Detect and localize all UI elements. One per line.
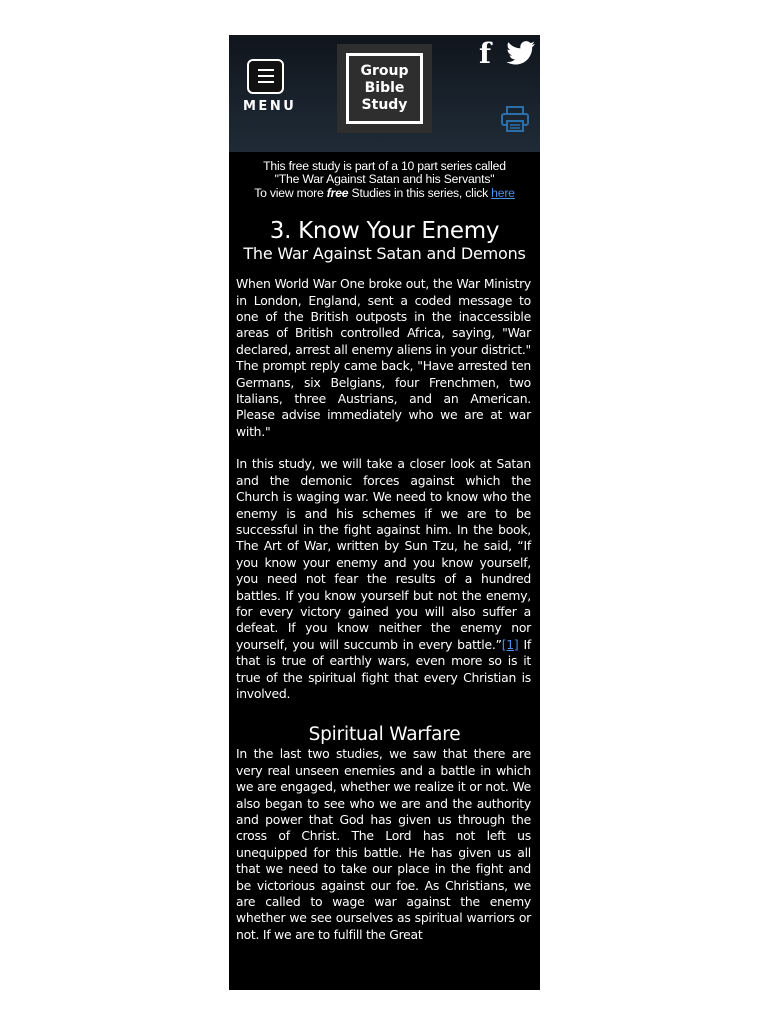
article-subtitle: The War Against Satan and Demons (243, 244, 526, 264)
paragraph-text: In this study, we will take a closer look at Satan and the demonic forces against which the Church is waging war. We need to know who the enemy is and his schemes if we are to be successful in the fight against him. In the book, The Art of War, written by Sun Tzu, he said, “If you know your enemy and you know yourself, you need not fear the results of a hundred battles. If you know yourself but not the enemy, for every victory gained you will also suffer a defeat. If you know neither the enemy nor yourself, you will succumb in every battle.” (236, 456, 531, 652)
intro-line: "The War Against Satan and his Servants" (274, 172, 495, 187)
hamburger-menu-icon (258, 69, 274, 71)
section-heading: Spiritual Warfare (308, 724, 461, 746)
facebook-icon[interactable]: f (479, 37, 492, 70)
menu-button[interactable] (247, 59, 284, 94)
paragraph: In the last two studies, we saw that there are very real unseen enemies and a battle in which we are engaged, whether we realize it or not. We also began to see who we are and the authority and power that God has given us through the cross of Christ. The Lord has not left us unequipped for this battle. He has given us all that we need to take our place in the fight and be victorious against our foe. As Christians, we are called to wage war against the enemy whether we see ourselves as spiritual warriors or not. If we are to fulfill the Great (236, 746, 531, 942)
paragraph: When World War One broke out, the War Ministry in London, England, sent a coded message to one of the British outposts in the inaccessible areas of British controlled Africa, saying, "War declared, arrest all enemy aliens in your district." The prompt reply came back, "Have arrested ten Germans, six Belgians, four Frenchmen, two Italians, three Austrians, and an American. Please advise immediately who we are at war with." (236, 276, 531, 439)
menu-label[interactable]: MENU (243, 99, 297, 114)
intro-free: free (326, 185, 349, 200)
logo-frame (346, 53, 423, 124)
series-intro (229, 152, 540, 200)
paragraph (229, 456, 540, 702)
intro-line: This free study is part of a 10 part series called (263, 159, 506, 173)
logo-line: Group (360, 63, 409, 79)
printer-icon[interactable] (500, 105, 530, 133)
article-title: 3. Know Your Enemy (269, 218, 500, 245)
page (229, 35, 540, 990)
site-header (229, 35, 540, 152)
intro-text: To view more (254, 185, 327, 200)
logo-line: Study (361, 97, 408, 113)
series-link[interactable]: here (491, 185, 515, 200)
hamburger-bar (258, 81, 274, 83)
intro-line (229, 187, 540, 200)
hamburger-bar (258, 75, 274, 77)
paragraph-text: If that is true of earthly wars, even more so is it true of the spiritual fight that every Christian is involved. (236, 636, 531, 701)
intro-text: Studies in this series, click (348, 185, 492, 200)
footnote-link[interactable]: [1] (501, 636, 519, 652)
twitter-icon[interactable] (506, 41, 536, 65)
site-logo[interactable] (337, 44, 432, 133)
logo-line: Bible (364, 80, 405, 96)
